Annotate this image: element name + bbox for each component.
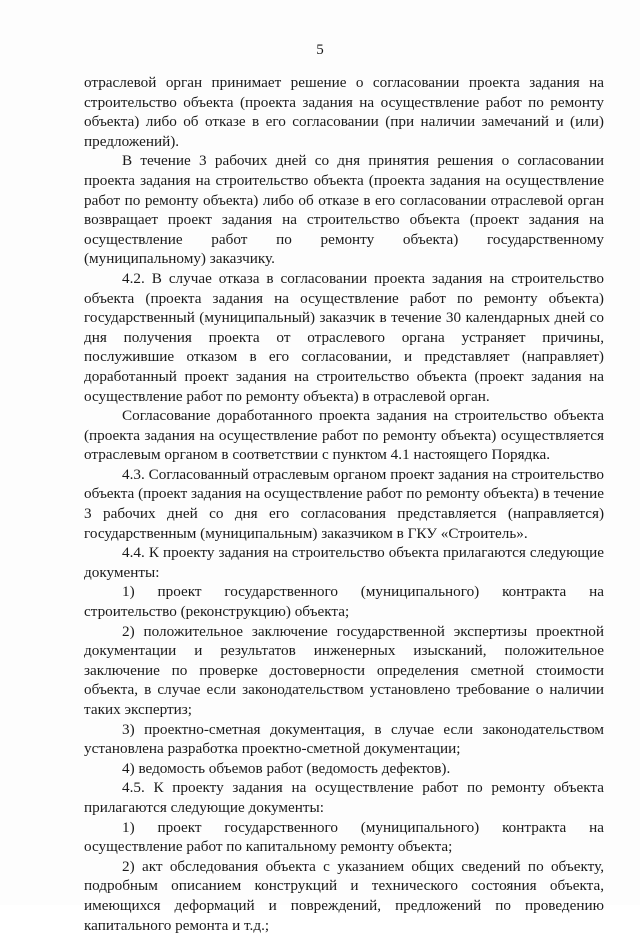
paragraph-4-5: 4.5. К проекту задания на осуществление работ по ремонту объекта прилагаются следующие документы: — [84, 779, 604, 816]
list-item-4-4-4: 4) ведомость объемов работ (ведомость дефектов). — [122, 759, 451, 777]
paragraph-revised-approval: Согласование доработанного проекта задания на строительство объекта (проекта задания на осуществление работ по ремонту объекта) осуществляется отраслевым органом в соответствии с пунктом 4.1 настоящего Порядка. — [84, 407, 604, 464]
list-item-4-4-2: 2) положительное заключение государственной экспертизы проектной документации и результатов инженерных изысканий, положительное заключение по проверке достоверности определения сметной стоимости объекта, в случае если законодательством установлено требование о наличии таких экспертиз; — [84, 622, 604, 718]
document-body — [84, 73, 604, 935]
paragraph-continuation: отраслевой орган принимает решение о согласовании проекта задания на строительство объекта (проекта задания на осуществление работ по ремонту объекта) либо об отказе в его согласовании (при наличии замечаний и (или) предложений). — [84, 74, 604, 150]
list-item-4-4-1: 1) проект государственного (муниципального) контракта на строительство (реконструкцию) объекта; — [84, 583, 604, 621]
list-item-4-5-2: 2) акт обследования объекта с указанием общих сведений по объекту, подробным описанием конструкций и технического состояния объекта, имеющихся деформаций и повреждений, предложений по проведению капитального ремонта и т.д.; — [84, 857, 604, 934]
list-item-4-4-3: 3) проектно-сметная документация, в случае если законодательством установлена разработка проектно-сметной документации; — [84, 720, 604, 758]
paragraph-4-3: 4.3. Согласованный отраслевым органом проект задания на строительство объекта (проект задания на осуществление работ по ремонту объекта) в течение 3 рабочих дней со дня его согласования представляется (направляется) государственным (муниципальным) заказчиком в ГКУ «Строитель». — [84, 465, 604, 542]
paragraph-4-2: 4.2. В случае отказа в согласовании проекта задания на строительство объекта (проекта задания на осуществление работ по ремонту объекта) государственный (муниципальный) заказчик в течение 30 календарных дней со дня получения проекта от отраслевого органа устраняет причины, послужившие отказом в его согласовании, и представляет (направляет) доработанный проект задания на строительство объекта (проект задания на осуществление работ по ремонту объекта) в отраслевой орган. — [84, 269, 604, 405]
page-number: 5 — [316, 42, 324, 58]
list-item-4-5-1: 1) проект государственного (муниципального) контракта на осуществление работ по капитальному ремонту объекта; — [84, 818, 604, 856]
paragraph-4-4: 4.4. К проекту задания на строительство объекта прилагаются следующие документы: — [84, 544, 604, 581]
paragraph-return-deadline: В течение 3 рабочих дней со дня принятия решения о согласовании проекта задания на строительство объекта (проекта задания на осуществление работ по ремонту объекта) либо об отказе в его согласовании отраслевой орган возвращает проект задания на строительство объекта (проект задания на осуществление работ по ремонту объекта) государственному (муниципальному) заказчику. — [84, 152, 604, 268]
